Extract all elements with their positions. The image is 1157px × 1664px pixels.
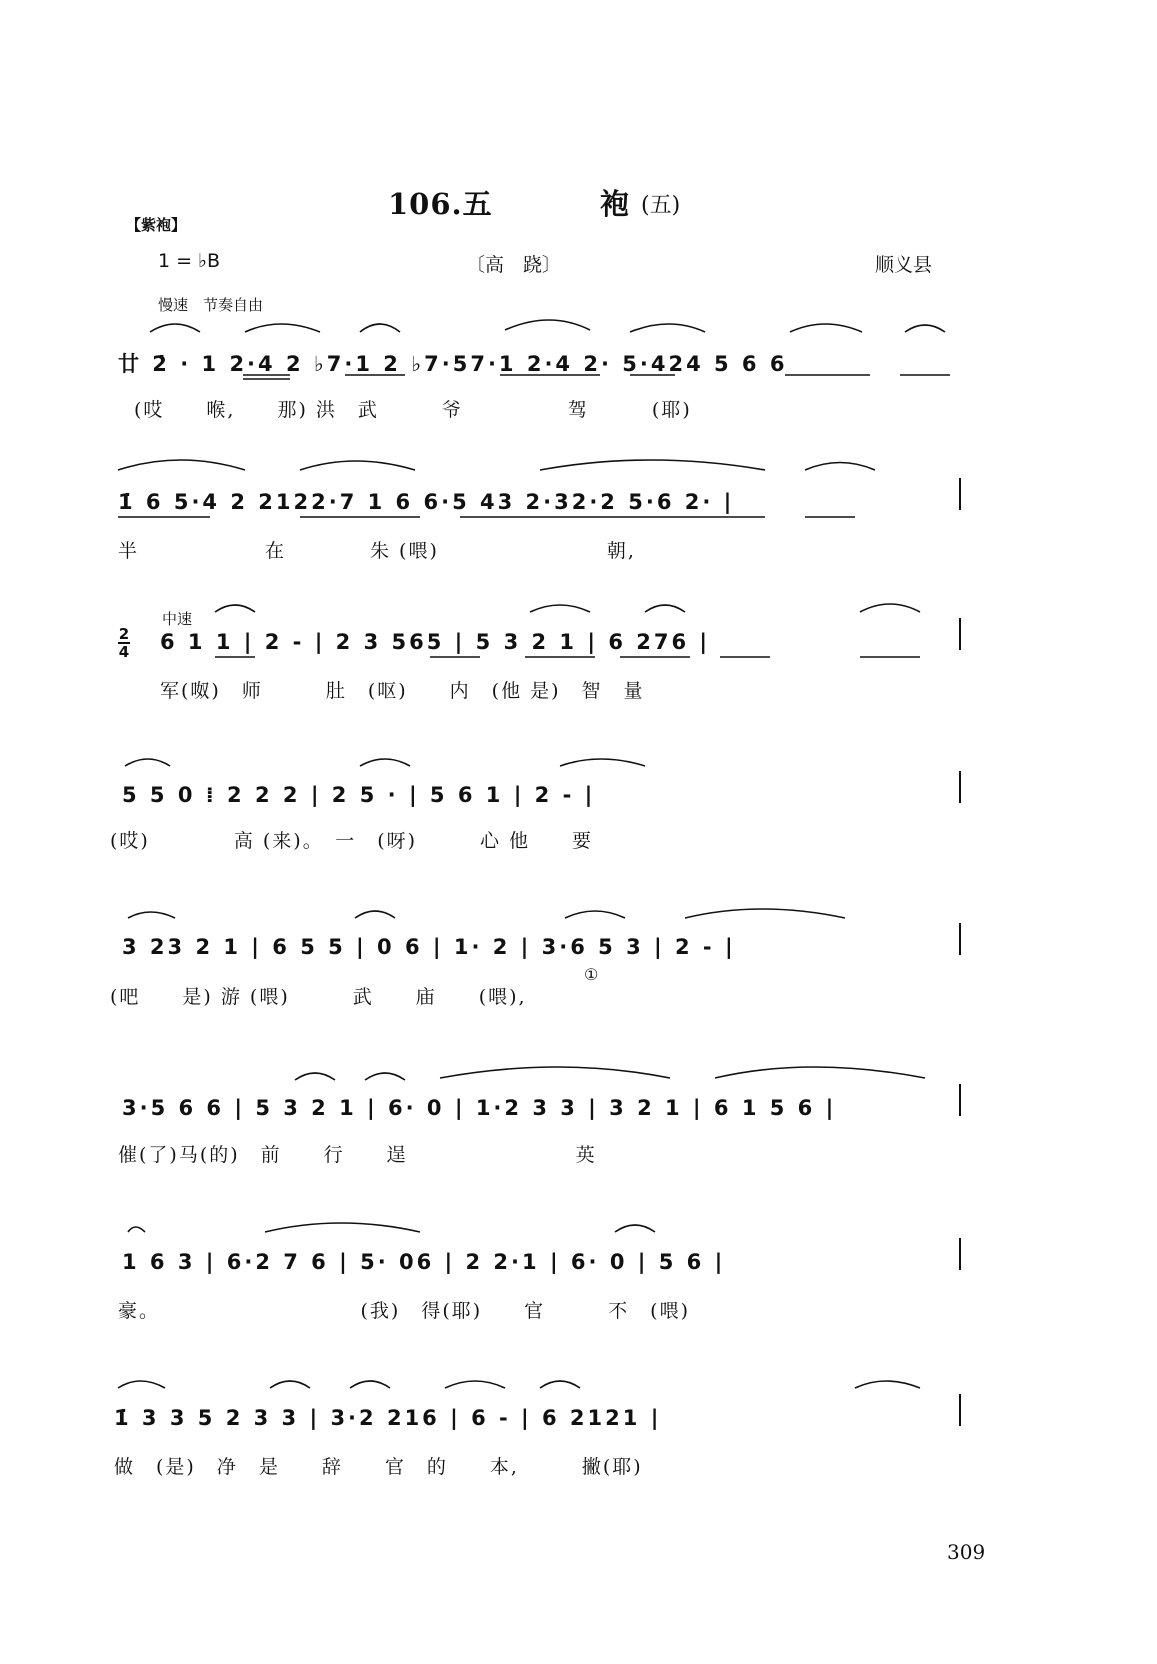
slur-arc bbox=[855, 1381, 920, 1388]
notation-line-8: 1̇ 3 3 5 2 3 3 | 3·2 216 | 6 - | 6 2121 | bbox=[114, 1406, 662, 1430]
slur-arc bbox=[355, 911, 395, 918]
slur-arc bbox=[530, 605, 590, 612]
slur-arc bbox=[645, 605, 685, 612]
notation-line-4: 5 5 0 ⁞ 2 2 2 | 2 5 · | 5 6 1 | 2 - | bbox=[122, 783, 596, 807]
slur-arc bbox=[360, 324, 400, 332]
notation-line-7: 1 6 3 | 6·2 7 6 | 5· 06 | 2 2·1 | 6· 0 | 5 6 | bbox=[122, 1250, 726, 1274]
key-signature: 1 = ♭B bbox=[158, 250, 221, 272]
slur-arc bbox=[300, 461, 415, 470]
lyrics-line-7: 豪。 (我) 得(耶) 官 不 (喂) bbox=[118, 1300, 690, 1322]
tempo-marking-medium: 中速 bbox=[162, 610, 193, 628]
notation-line-1: 廿 2̇ · 1 2·4 2 ♭7·1 2 ♭7·57·1 2·4 2· 5·424 5 6 6 bbox=[118, 352, 788, 376]
slur-arc bbox=[118, 1381, 165, 1388]
slur-arc bbox=[245, 324, 320, 332]
slur-arc bbox=[715, 1067, 925, 1078]
page-number: 309 bbox=[947, 1540, 986, 1564]
lyrics-line-3: 军(呶) 师 肚 (呕) 内 (他 是) 智 量 bbox=[160, 680, 645, 702]
lyrics-line-2: 半 在 朱 (喂) 朝, bbox=[118, 540, 636, 562]
footnote-marker: ① bbox=[584, 965, 599, 984]
time-signature-bottom: 4 bbox=[118, 643, 130, 661]
slur-arc bbox=[445, 1381, 505, 1388]
notation-line-2: 1̇ 6 5·4 2 2122·7 1 6 6·5 43 2·32·2 5·6 2· | bbox=[118, 490, 735, 514]
notation-line-5: 3 23 2 1 | 6 5 5 | 0 6 | 1· 2 | 3·6 5 3 | 2 - | bbox=[122, 935, 736, 959]
genre-label: 〔高 跷〕 bbox=[466, 254, 562, 276]
lyrics-line-8: 做 (是) 净 是 辞 官 的 本, 撇(耶) bbox=[114, 1456, 643, 1478]
slur-arc bbox=[265, 1223, 420, 1232]
piece-number-title: 106.五 bbox=[388, 187, 493, 221]
notation-line-6: 3·5 6 6 | 5 3 2 1 | 6· 0 | 1·2 3 3 | 3 2 1 | 6 1 5 6 | bbox=[122, 1096, 837, 1120]
slur-arc bbox=[540, 1381, 580, 1388]
slur-arc bbox=[360, 759, 410, 766]
slur-arc bbox=[560, 759, 645, 766]
slur-arc bbox=[860, 604, 920, 612]
slur-arc bbox=[685, 909, 845, 918]
slur-arc bbox=[905, 325, 945, 332]
time-signature-top: 2 bbox=[118, 625, 130, 643]
notation-line-3: 6 1 1 | 2 - | 2 3 565 | 5 3 2 1 | 6 276 | bbox=[160, 630, 711, 654]
slur-arc bbox=[505, 320, 590, 330]
slur-arc bbox=[440, 1067, 670, 1078]
slur-arc bbox=[215, 605, 255, 612]
slur-arc bbox=[565, 911, 625, 918]
slur-arc bbox=[295, 1073, 335, 1080]
tune-tag: 【紫袍】 bbox=[126, 216, 187, 234]
slur-arc bbox=[128, 1227, 145, 1232]
time-signature bbox=[118, 626, 130, 660]
lyrics-line-4: (哎) 高 (来)。 一 (呀) 心 他 要 bbox=[110, 830, 594, 852]
slur-arc bbox=[790, 324, 862, 332]
tempo-marking-free: 慢速 节奏自由 bbox=[158, 296, 264, 314]
region-label: 顺义县 bbox=[875, 254, 933, 276]
slur-arc bbox=[118, 460, 245, 470]
lyrics-line-5: (吧 是) 游 (喂) 武 庙 (喂), bbox=[110, 986, 527, 1008]
slur-arc bbox=[630, 324, 705, 332]
slur-arc bbox=[540, 460, 765, 470]
slur-arc bbox=[270, 1381, 310, 1388]
slur-arc bbox=[365, 1073, 405, 1080]
lyrics-line-1: (哎 喉, 那) 洪 武 爷 驾 (耶) bbox=[134, 399, 692, 421]
slur-arc bbox=[350, 1381, 390, 1388]
piece-title-sub: (五) bbox=[641, 193, 681, 218]
piece-title-word: 袍 bbox=[600, 187, 630, 221]
lyrics-line-6: 催(了)马(的) 前 行 逞 英 bbox=[118, 1144, 597, 1166]
slur-arc bbox=[805, 463, 875, 471]
slur-arc bbox=[128, 912, 175, 918]
slur-arc bbox=[615, 1225, 655, 1232]
slur-arc bbox=[150, 324, 200, 332]
slur-arc bbox=[125, 759, 170, 766]
